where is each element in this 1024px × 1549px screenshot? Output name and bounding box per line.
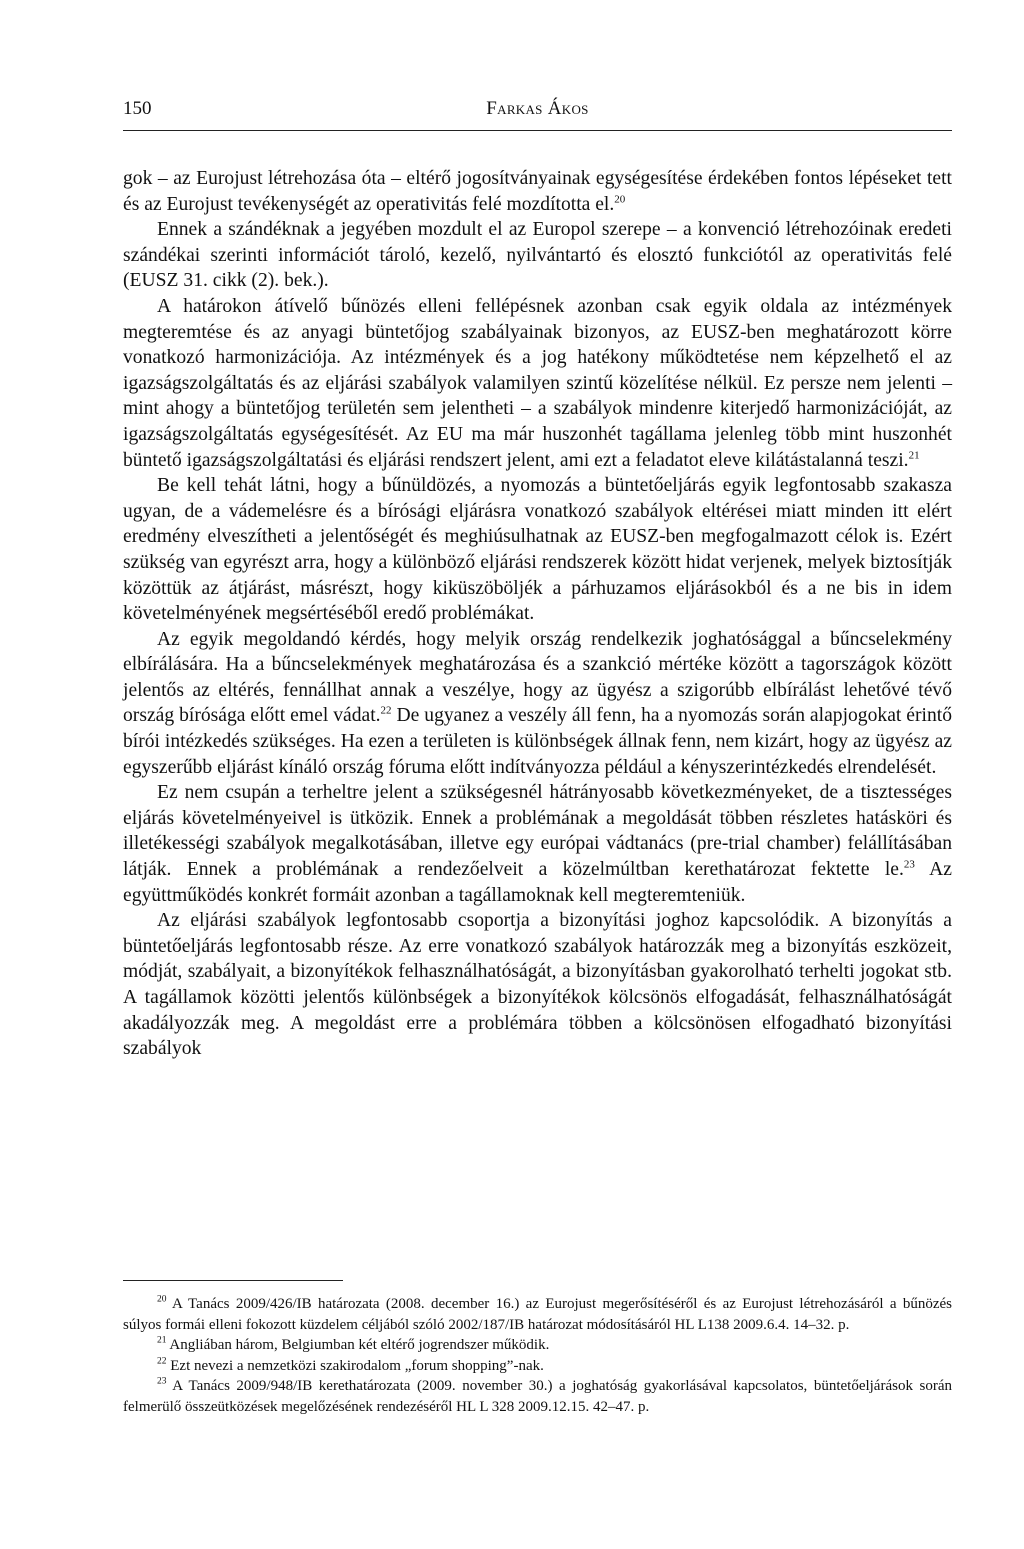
- paragraph-text: Ennek a szándéknak a jegyében mozdult el az Europol szerepe – a konvenció létrehozóinak eredeti szándékai szerinti információt tároló, kezelő, nyilvántartó és elosztó funkciótól az operativitás felé (EUSZ 31. cikk (2). bek.).: [123, 219, 952, 292]
- running-head-author: Farkas Ákos: [486, 98, 589, 119]
- footnote: [123, 1376, 952, 1417]
- paragraph-text: Az eljárási szabályok legfontosabb csoportja a bizonyítási joghoz kapcsolódik. A bizonyítás a büntetőeljárás legfontosabb része. Az erre vonatkozó szabályok határozzák meg a bizonyítás eszközeit, módját, szabályait, a bizonyítékok felhasználhatóságát, a bizonyításban gyakorolható terhelti jogokat stb. A tagállamok közötti jelentős különbségek a bizonyítékok kölcsönös elfogadását, felhasználhatóságát akadályozzák meg. A megoldást erre a problémára többen a kölcsönösen elfogadható bizonyítási szabályok: [123, 910, 952, 1060]
- paragraph-text: Be kell tehát látni, hogy a bűnüldözés, a nyomozás a büntetőeljárás egyik legfontosabb szakasza ugyan, de a vádemelésre és a bírósági eljárásra vonatkozó szabályok eltérései miatt minden itt elért eredmény elveszítheti a jelentőségét és meghiúsulhatnak az EUSZ-ben megfogalmazott célok is. Ezért szükség van egyrészt arra, hogy a különböző eljárási rendszerek között hidat verjenek, melyek biztosítják közöttük az átjárást, másrészt, hogy kiküszöböljék a párhuzamos eljárásokból és a ne bis in idem követelményének megsértéséből eredő problémákat.: [123, 475, 952, 625]
- footnote-ref: 20: [614, 192, 626, 205]
- footnote-text: Angliában három, Belgiumban két eltérő jogrendszer működik.: [166, 1337, 550, 1353]
- paragraph-text: Az egyik megoldandó kérdés, hogy melyik ország rendelkezik joghatósággal a bűncselekmény elbírálására. Ha a bűncselekmények meghatározása és a szankció mértéke között a tagországok között jelentős az eltérés, fennállhat annak a veszélye, hogy az ügyész a szigorúbb elbírálást lehetővé tévő ország bírósága előtt emel vádat.: [123, 628, 952, 727]
- footnote-number: 20: [157, 1294, 167, 1305]
- paragraph: [123, 217, 952, 294]
- paragraph-text: A határokon átívelő bűnözés elleni fellépésnek azonban csak egyik oldala az intézmények megteremtése és az anyagi büntetőjog szabályainak bizonyos, az EUSZ-ben meghatározott körre vonatkozó harmonizációja. Az intézmények és a jog hatékony működtetése nem képzelhető el az igazságszolgáltatás és az eljárási szabályok valamilyen szintű közelítése nélkül. Ez persze nem jelenti – mint ahogy a büntetőjog területén sem jelentheti – a szabályok mindenre kiterjedő harmonizációját, az igazságszolgáltatás egységesítését. Az EU ma már huszonhét tagállama jelenleg több mint huszonhét büntető igazságszolgáltatási és eljárási rendszert jelent, ami ezt a feladatot eleve kilátástalanná teszi.: [123, 295, 952, 471]
- paragraph-text: Ez nem csupán a terheltre jelent a szükségesnél hátrányosabb következményeket, de a tisztességes eljárás követelményeivel is ütközik. Ennek a problémának a megoldását többen részletes hatásköri és illetékességi szabályok megalkotásában, illetve egy európai vádtanács (pre-trial chamber) felállításában látják. Ennek a problémának a rendezőelveit a közelmúltban kerethatározat fektette le.: [123, 782, 952, 881]
- page-header: [123, 96, 952, 131]
- footnote-ref: 22: [380, 704, 392, 717]
- page-number: 150: [123, 98, 152, 119]
- footnote-ref: 21: [908, 448, 920, 461]
- paragraph: [123, 166, 952, 217]
- paragraph: [123, 780, 952, 908]
- paragraph-text: Az együttműködés konkrét formáit azonban a tagállamoknak kell megteremteniük.: [123, 859, 952, 906]
- footnote: [123, 1294, 952, 1335]
- footnote-text: Ezt nevezi a nemzetközi szakirodalom „forum shopping”-nak.: [166, 1357, 544, 1374]
- body-text: [123, 166, 952, 1062]
- paragraph: [123, 473, 952, 627]
- paragraph-text: De ugyanez a veszély áll fenn, ha a nyomozás során alapjogokat érintő bírói intézkedés szükséges. Ha ezen a területen is különbségek állnak fenn, nem kizárt, hogy az ügyész az egyszerűbb eljárást kínáló ország fóruma előtt indítványozza például a kényszerintézkedés elrendelését.: [123, 705, 952, 778]
- footnote-text: A Tanács 2009/948/IB kerethatározata (2009. november 30.) a joghatóság gyakorlásával kapcsolatos, büntetőeljárások során felmerülő összeütközések megelőzésének rendezéséről HL L 328 2009.12.15. 42–47. p.: [123, 1378, 952, 1415]
- paragraph-text: gok – az Eurojust létrehozása óta – eltérő jogosítványainak egységesítése érdekében fontos lépéseket tett és az Eurojust tevékenységét az operativitás felé mozdította el.: [123, 168, 952, 215]
- footnote: [123, 1356, 952, 1377]
- footnote-number: 22: [157, 1355, 167, 1366]
- paragraph: [123, 908, 952, 1062]
- footnote-number: 21: [157, 1335, 167, 1346]
- footnote: [123, 1335, 952, 1356]
- footnotes: [123, 1294, 952, 1417]
- footnote-text: A Tanács 2009/426/IB határozata (2008. december 16.) az Eurojust megerősítéséről és az Eurojust létrehozásáról a bűnözés súlyos formái elleni fokozott küzdelem céljából szóló 2002/187/IB határozat módosításáról HL L138 2009.6.4. 14–32. p.: [123, 1296, 952, 1333]
- footnote-divider: [123, 1280, 343, 1281]
- paragraph: [123, 294, 952, 473]
- footnote-number: 23: [157, 1376, 167, 1387]
- footnote-ref: 23: [903, 858, 915, 871]
- paragraph: [123, 627, 952, 781]
